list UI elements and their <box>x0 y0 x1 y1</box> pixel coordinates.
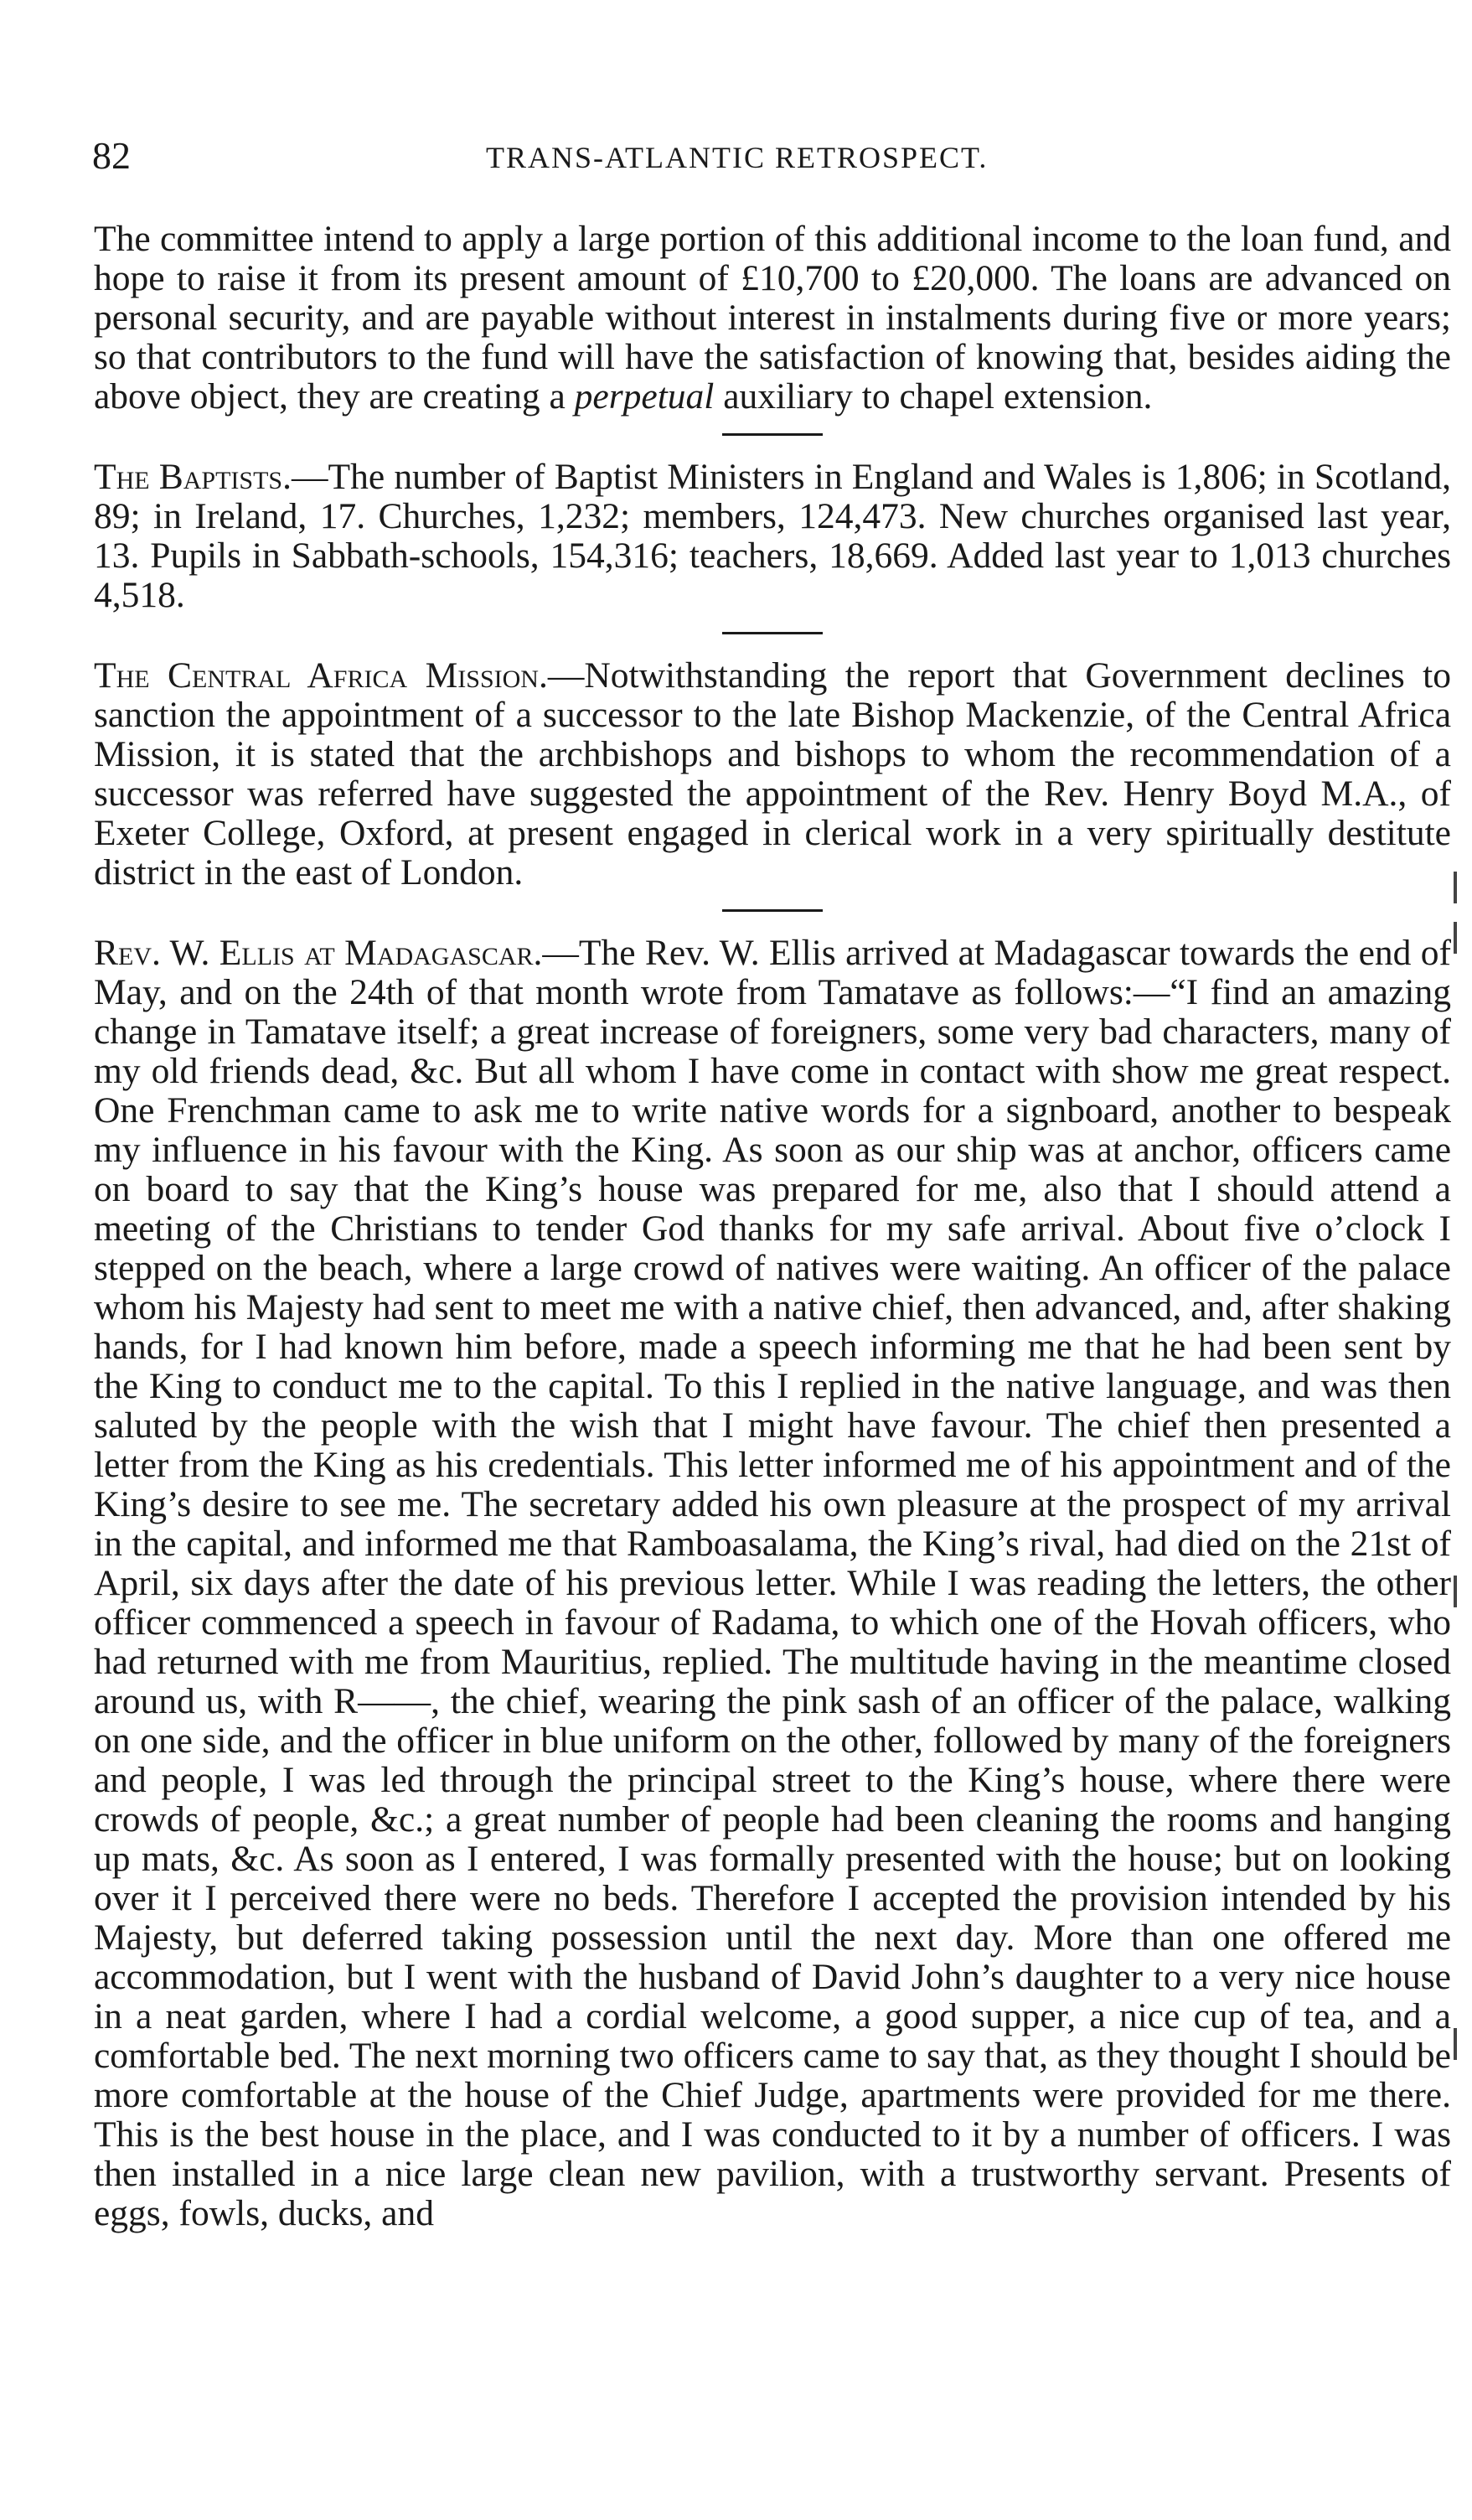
section-divider <box>722 433 823 436</box>
paragraph-chapel-fund <box>94 220 1451 417</box>
running-title: TRANS-ATLANTIC RETROSPECT. <box>486 141 989 174</box>
section-divider <box>722 909 823 912</box>
paragraph-ellis-madagascar <box>94 934 1451 2233</box>
paragraph-baptists <box>94 458 1451 615</box>
emphasis-text: perpetual <box>574 376 715 417</box>
page-number: 82 <box>92 134 131 177</box>
section-heading: The Baptists. <box>94 457 292 497</box>
page-header <box>92 132 1449 191</box>
section-heading: Rev. W. Ellis at Madagascar. <box>94 933 543 973</box>
paragraph-text: auxiliary to chapel extension. <box>723 376 1153 417</box>
section-divider <box>722 632 823 634</box>
page-body <box>94 220 1451 2233</box>
section-heading: The Central Africa Mission. <box>94 655 548 696</box>
page-edge-mark <box>1454 922 1457 954</box>
page-edge-mark <box>1454 1576 1457 1607</box>
page-edge-mark <box>1454 872 1457 903</box>
paragraph-text: —Notwithstanding the report that Government declines to sanction the appointment of a successor to the late Bishop Mackenzie, of the Central Africa Mission, it is stated that the archbishops and bishops to whom the recommendation of a successor was referred have suggested the appointment of the Rev. Henry Boyd M.A., of Exeter College, Oxford, at present engaged in clerical work in a very spiritually destitute district in the east of London. <box>94 655 1451 893</box>
paragraph-text: —The Rev. W. Ellis arrived at Madagascar towards the end of May, and on the 24th of that month wrote from Tamatave as follows:—“I find an amazing change in Tamatave itself; a great increase of foreigners, some very bad characters, many of my old friends dead, &c. But all whom I have come in contact with show me great respect. One Frenchman came to ask me to write native words for a signboard, another to bespeak my influence in his favour with the King. As soon as our ship was at anchor, officers came on board to say that the King’s house was prepared for me, also that I should attend a meeting of the Christians to tender God thanks for my safe arrival. About five o’clock I stepped on the beach, where a large crowd of natives were waiting. An officer of the palace whom his Majesty had sent to meet me with a native chief, then advanced, and, after shaking hands, for I had known him before, made a speech informing me that he had been sent by the King to conduct me to the capital. To this I replied in the native language, and was then saluted by the people with the wish that I might have favour. The chief then presented a letter from the King as his credentials. This letter informed me of his appointment and of the King’s desire to see me. The secretary added his own pleasure at the prospect of my arrival in the capital, and informed me that Ramboasalama, the King’s rival, had died on the 21st of April, six days after the date of his previous letter. While I was reading the letters, the other officer commenced a speech in favour of Radama, to which one of the Hovah officers, who had returned with me from Mauritius, replied. The multitude having in the meantime closed around us, with R——, the chief, wearing the pink sash of an officer of the palace, walking on one side, and the officer in blue uniform on the other, followed by many of the foreigners and people, I was led through the principal street to the King’s house, where there were crowds of people, &c.; a great number of people had been cleaning the rooms and hanging up mats, &c. As soon as I entered, I was formally presented with the house; but on looking over it I perceived there were no beds. Therefore I accepted the provision intended by his Majesty, but deferred taking possession until the next day. More than one offered me accommodation, but I went with the husband of David John’s daughter to a very nice house in a neat garden, where I had a cordial welcome, a good supper, a nice cup of tea, and a comfortable bed. The next morning two officers came to say that, as they thought I should be more comfortable at the house of the Chief Judge, apartments were provided for me there. This is the best house in the place, and I was conducted to it by a number of officers. I was then installed in a nice large clean new pavilion, with a trustworthy servant. Presents of eggs, fowls, ducks, and <box>94 933 1452 2233</box>
paragraph-central-africa-mission <box>94 656 1451 893</box>
paragraph-text: —The number of Baptist Ministers in England and Wales is 1,806; in Scotland, 89; in Ireland, 17. Churches, 1,232; members, 124,473. New churches organised last year, 13. Pupils in Sabbath-schools, 154,316; teachers, 18,669. Added last year to 1,013 churches 4,518. <box>94 457 1451 615</box>
page-edge-mark <box>1454 2028 1457 2060</box>
paragraph-text: The committee intend to apply a large portion of this additional income to the loan fund, and hope to raise it from its present amount of £10,700 to £20,000. The loans are advanced on personal security, and are payable without interest in instalments during five or more years; so that contributors to the fund will have the satisfaction of knowing that, besides aiding the above object, they are creating a <box>94 219 1451 417</box>
